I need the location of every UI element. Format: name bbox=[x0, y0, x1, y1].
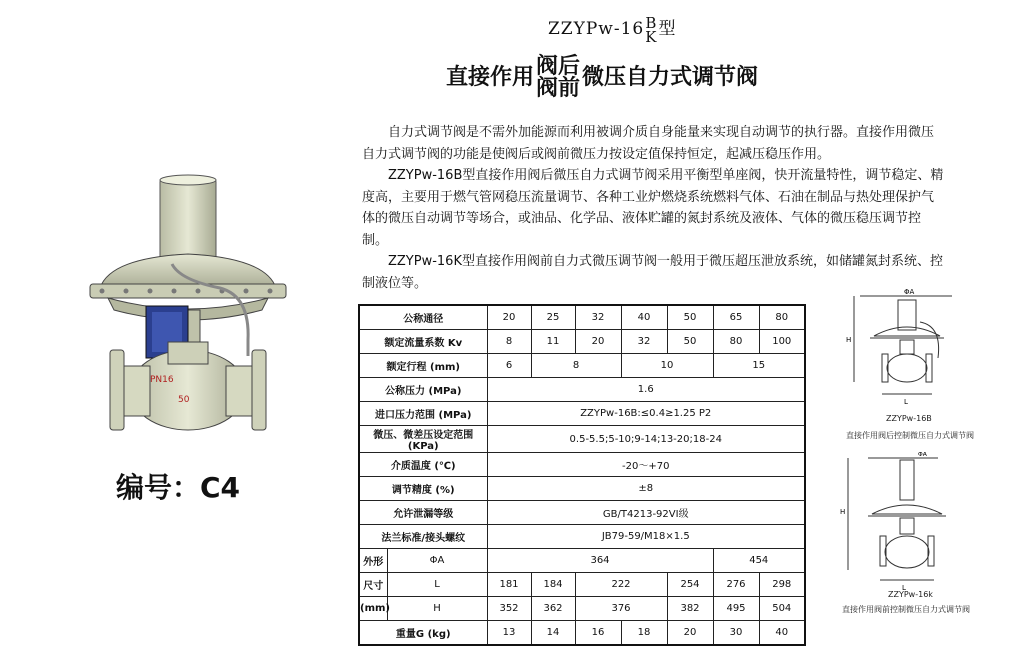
valve-product-image bbox=[80, 170, 290, 440]
table-row-l bbox=[359, 573, 805, 597]
cell-dn-32: 32 bbox=[575, 305, 621, 330]
plate-size-text: 50 bbox=[178, 395, 190, 405]
model-number bbox=[548, 14, 676, 44]
row-label-weight: 重量G (kg) bbox=[359, 621, 487, 646]
cell-weight: 16 bbox=[575, 621, 621, 646]
cell-h: 362 bbox=[531, 597, 575, 621]
cell-weight: 20 bbox=[667, 621, 713, 646]
cell-kv: 80 bbox=[713, 330, 759, 354]
intro-paragraph-1: 自力式调节阀是不需外加能源而利用被调介质自身能量来实现自动调节的执行器。直接作用微压自力式调节阀的功能是使阀后或阀前微压力按设定值保持恒定，起减压稳压作用。 bbox=[362, 125, 935, 162]
table-row-inlet bbox=[359, 402, 805, 426]
cell-inlet: ZZYPw-16B:≤0.4≥1.25 P2 bbox=[487, 402, 805, 426]
title-variant bbox=[536, 56, 580, 100]
page-title bbox=[446, 56, 758, 100]
cell-kv: 100 bbox=[759, 330, 805, 354]
model-variant-k: K bbox=[645, 27, 658, 46]
dim-group-1: 外形 bbox=[359, 549, 387, 573]
row-label-l: L bbox=[387, 573, 487, 597]
table-row-weight bbox=[359, 621, 805, 646]
row-label-set: 微压、微差压设定范围 (KPa) bbox=[359, 426, 487, 453]
cell-kv: 32 bbox=[621, 330, 667, 354]
row-label-pn: 公称压力 (MPa) bbox=[359, 378, 487, 402]
table-row-set bbox=[359, 426, 805, 453]
diagram-b-l: L bbox=[904, 398, 908, 406]
cell-l: 276 bbox=[713, 573, 759, 597]
table-row-accuracy bbox=[359, 477, 805, 501]
model-suffix: 型 bbox=[658, 19, 677, 39]
diagram-k-phi: ΦA bbox=[918, 452, 927, 458]
cell-kv: 8 bbox=[487, 330, 531, 354]
cell-dn-50: 50 bbox=[667, 305, 713, 330]
table-row-temp bbox=[359, 453, 805, 477]
cell-kv: 20 bbox=[575, 330, 621, 354]
product-code: 编号：C4 bbox=[116, 471, 241, 504]
diagram-b-caption: 直接作用阀后控制微压自力式调节阀 bbox=[846, 431, 974, 440]
cell-kv: 50 bbox=[667, 330, 713, 354]
table-row-pn bbox=[359, 378, 805, 402]
cell-h: 376 bbox=[575, 597, 667, 621]
cell-dn-40: 40 bbox=[621, 305, 667, 330]
cell-h: 382 bbox=[667, 597, 713, 621]
cell-temp: -20～+70 bbox=[487, 453, 805, 477]
diagram-b-model: ZZYPw-16B bbox=[886, 414, 932, 423]
table-row-stroke bbox=[359, 354, 805, 378]
intro-text bbox=[362, 122, 944, 294]
model-prefix: ZZYPw-16 bbox=[548, 19, 645, 39]
cell-phia: 364 bbox=[487, 549, 713, 573]
cell-weight: 13 bbox=[487, 621, 531, 646]
cell-dn-20: 20 bbox=[487, 305, 531, 330]
cell-h: 495 bbox=[713, 597, 759, 621]
row-label-flange: 法兰标准/接头螺纹 bbox=[359, 525, 487, 549]
title-upper: 阀后 bbox=[536, 54, 581, 79]
table-row-leak bbox=[359, 501, 805, 525]
title-lower: 阀前 bbox=[536, 76, 581, 101]
diagram-16b bbox=[846, 282, 966, 412]
cell-stroke: 15 bbox=[713, 354, 805, 378]
cell-dn-80: 80 bbox=[759, 305, 805, 330]
table-row-phia bbox=[359, 549, 805, 573]
cell-l: 184 bbox=[531, 573, 575, 597]
cell-weight: 18 bbox=[621, 621, 667, 646]
cell-kv: 11 bbox=[531, 330, 575, 354]
table-row-flange bbox=[359, 525, 805, 549]
cell-dn-65: 65 bbox=[713, 305, 759, 330]
diagram-16k bbox=[838, 452, 968, 592]
row-label-dn: 公称通径 bbox=[359, 305, 487, 330]
cell-weight: 30 bbox=[713, 621, 759, 646]
table-row-dn bbox=[359, 305, 805, 330]
cell-phia: 454 bbox=[713, 549, 805, 573]
row-label-inlet: 进口压力范围 (MPa) bbox=[359, 402, 487, 426]
table-row-kv bbox=[359, 330, 805, 354]
row-label-phia: ΦA bbox=[387, 549, 487, 573]
spec-table bbox=[358, 304, 806, 646]
diagram-k-caption: 直接作用阀前控制微压自力式调节阀 bbox=[842, 605, 970, 614]
row-label-leak: 允许泄漏等级 bbox=[359, 501, 487, 525]
cell-weight: 40 bbox=[759, 621, 805, 646]
intro-paragraph-3: ZZYPw-16K型直接作用阀前自力式微压调节阀一般用于微压超压泄放系统，如储罐氮封系统、控制液位等。 bbox=[362, 254, 943, 291]
cell-pn: 1.6 bbox=[487, 378, 805, 402]
cell-accuracy: ±8 bbox=[487, 477, 805, 501]
cell-weight: 14 bbox=[531, 621, 575, 646]
cell-stroke: 10 bbox=[621, 354, 713, 378]
diagram-k-l: L bbox=[902, 584, 906, 592]
cell-leak: GB/T4213-92VI级 bbox=[487, 501, 805, 525]
cell-l: 181 bbox=[487, 573, 531, 597]
cell-stroke: 8 bbox=[531, 354, 621, 378]
cell-dn-25: 25 bbox=[531, 305, 575, 330]
title-prefix: 直接作用 bbox=[446, 65, 535, 90]
row-label-kv: 额定流量系数 Kv bbox=[359, 330, 487, 354]
model-variant-b: B bbox=[645, 13, 658, 32]
row-label-stroke: 额定行程 (mm) bbox=[359, 354, 487, 378]
cell-set: 0.5-5.5;5-10;9-14;13-20;18-24 bbox=[487, 426, 805, 453]
diagram-b-h: H bbox=[846, 336, 852, 344]
dim-group-2: 尺寸 bbox=[359, 573, 387, 597]
row-label-accuracy: 调节精度 (%) bbox=[359, 477, 487, 501]
cell-l: 222 bbox=[575, 573, 667, 597]
diagram-k-h: H bbox=[840, 508, 846, 516]
row-label-temp: 介质温度 (℃) bbox=[359, 453, 487, 477]
plate-pn-text: PN16 bbox=[150, 375, 174, 385]
cell-l: 254 bbox=[667, 573, 713, 597]
cell-stroke: 6 bbox=[487, 354, 531, 378]
diagram-b-phi: ΦA bbox=[904, 288, 915, 296]
cell-flange: JB79-59/M18×1.5 bbox=[487, 525, 805, 549]
row-label-h: H bbox=[387, 597, 487, 621]
diagram-k-model: ZZYPw-16k bbox=[888, 590, 933, 599]
table-row-h bbox=[359, 597, 805, 621]
cell-l: 298 bbox=[759, 573, 805, 597]
dim-group-3: (mm) bbox=[359, 597, 387, 621]
title-suffix: 微压自力式调节阀 bbox=[582, 65, 759, 90]
cell-h: 352 bbox=[487, 597, 531, 621]
cell-h: 504 bbox=[759, 597, 805, 621]
intro-paragraph-2: ZZYPw-16B型直接作用阀后微压自力式调节阀采用平衡型单座阀，快开流量特性，调节稳定、精度高，主要用于燃气管网稳压流量调节、各种工业炉燃烧系统燃料气体、石油在制品与热处理保护气体的微压自动调节等场合，或油品、化学品、液体贮罐的氮封系统及液体、气体的微压稳压调节控制。 bbox=[362, 168, 944, 248]
model-variant bbox=[645, 13, 658, 46]
